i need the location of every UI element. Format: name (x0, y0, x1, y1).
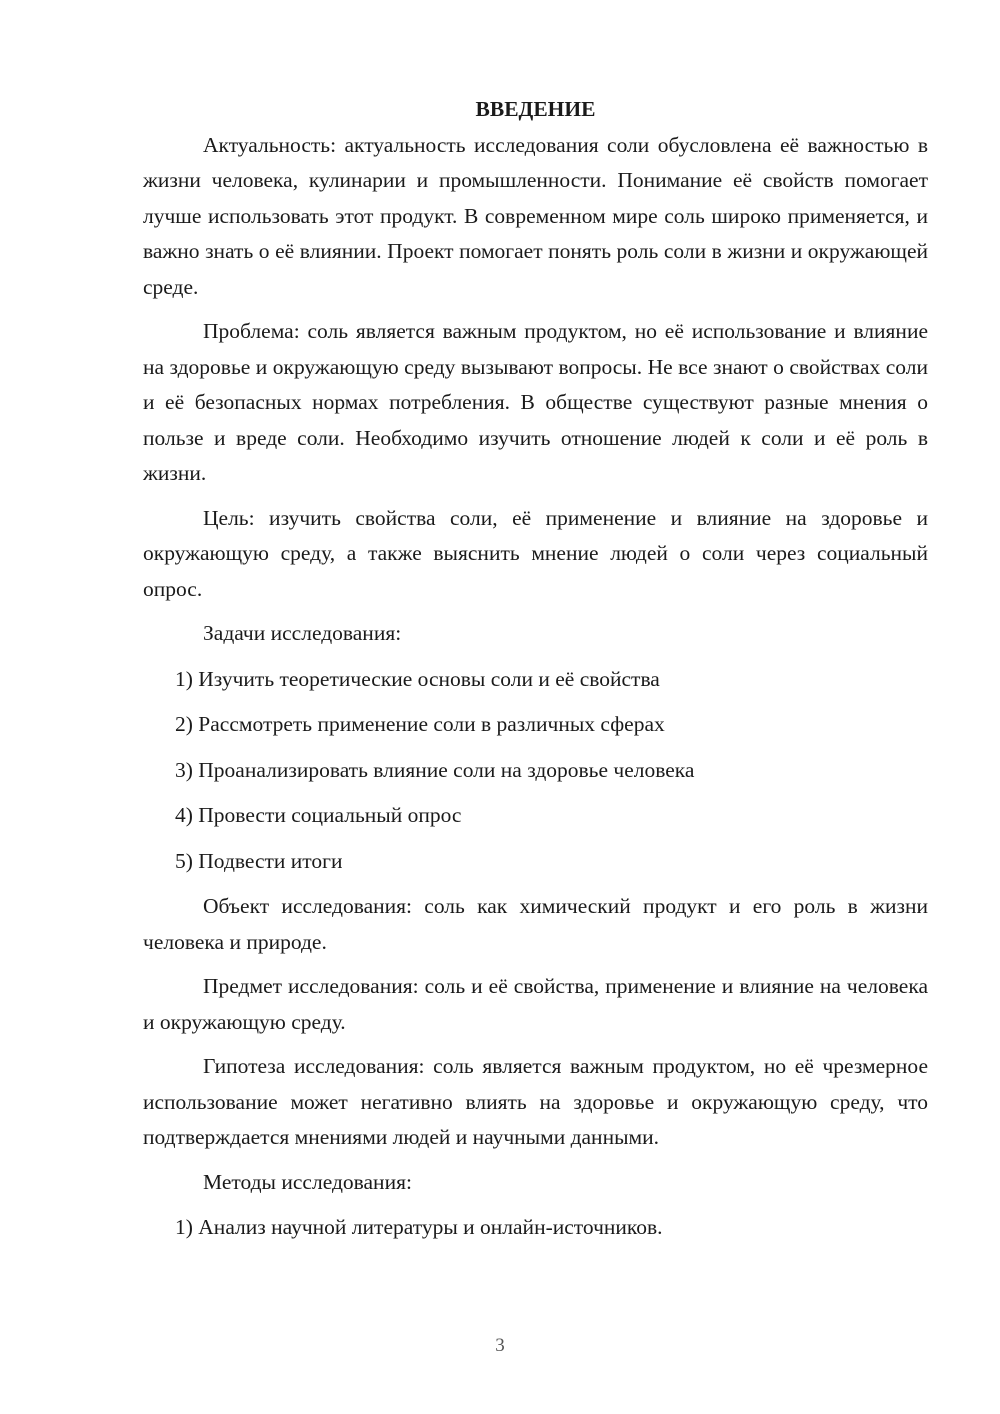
subject-paragraph: Предмет исследования: соль и её свойства, применение и влияние на человека и окружающую среду. (143, 974, 928, 1034)
goal-paragraph: Цель: изучить свойства соли, её применение и влияние на здоровье и окружающую среду, а также выяснить мнение людей о соли через социальный опрос. (143, 505, 928, 601)
methods-list (143, 1210, 928, 1246)
object-paragraph: Объект исследования: соль как химический продукт и его роль в жизни человека и природе. (143, 894, 928, 954)
list-item: 5) Подвести итоги (175, 848, 343, 873)
problem-paragraph: Проблема: соль является важным продуктом, но её использование и влияние на здоровье и окружающую среду вызывают вопросы. Не все знают о свойствах соли и её безопасных нормах потребления. В обществе существуют разные мнения о пользе и вреде соли. Необходимо изучить отношение людей к соли и её роль в жизни. (143, 319, 928, 485)
list-item: 2) Рассмотреть применение соли в различных сферах (175, 712, 665, 736)
list-item: 4) Провести социальный опрос (175, 803, 462, 827)
list-item: 1) Изучить теоретические основы соли и её свойства (175, 666, 660, 691)
section-title: ВВЕДЕНИЕ (475, 97, 596, 121)
relevance-paragraph: Актуальность: актуальность исследования соли обусловлена её важностью в жизни человека, кулинарии и промышленности. Понимание её свойств помогает лучше использовать этот продукт. В современном мире соль широко применяется, и важно знать о её влиянии. Проект помогает понять роль соли в жизни и окружающей среде. (143, 132, 928, 299)
hypothesis-paragraph: Гипотеза исследования: соль является важным продуктом, но её чрезмерное использование может негативно влиять на здоровье и окружающую среду, что подтверждается мнениями людей и научными данными. (143, 1054, 928, 1149)
page-number: 3 (495, 1335, 505, 1356)
tasks-heading: Задачи исследования: (203, 621, 402, 645)
list-item: 3) Проанализировать влияние соли на здоровье человека (175, 757, 695, 782)
document-page (143, 92, 928, 1256)
methods-heading: Методы исследования: (203, 1169, 412, 1194)
tasks-list (143, 662, 928, 880)
list-item: 1) Анализ научной литературы и онлайн-источников. (175, 1215, 663, 1239)
